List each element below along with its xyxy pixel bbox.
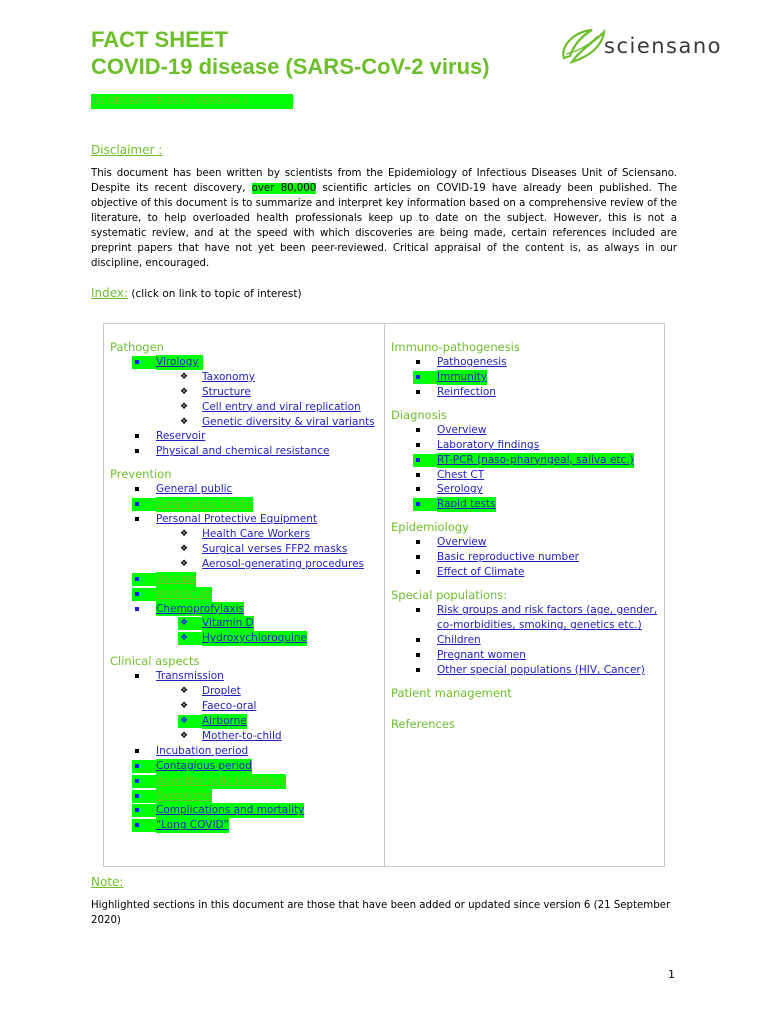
index-table-divider [384,323,385,867]
link-pregnant-women[interactable]: Pregnant women [391,648,661,663]
logo-wordmark: sciensano [604,34,723,58]
heading-immuno-pathogenesis[interactable]: Immuno-pathogenesis [391,340,520,354]
link-droplet[interactable]: ❖ Droplet [180,685,241,698]
link-epi-overview[interactable]: Overview [391,535,661,550]
link-structure[interactable]: ❖ Structure [180,385,251,398]
disclaimer-highlight: over 80,000 [251,183,317,194]
heading-prevention[interactable]: Prevention [110,467,172,482]
link-effect-of-climate[interactable]: Effect of Climate [391,565,661,580]
heading-clinical-aspects[interactable]: Clinical aspects [110,654,200,669]
link-virology[interactable]: Virology [110,355,380,370]
link-hydroxychloroquine[interactable]: ❖ Hydroxychloroquine [180,632,308,645]
link-vaccine[interactable]: Vaccine [110,572,380,587]
link-basic-reproductive-number[interactable]: Basic reproductive number [391,550,661,565]
disclaimer-text-part1: This document has been written by scientists from the Epidemiology of Infectious Diseases Unit of Sciensano. Despite its recent discovery, [91,168,677,194]
index-line [91,286,302,300]
link-chest-ct[interactable]: Chest CT [391,468,661,483]
link-rt-pcr[interactable]: RT-PCR (naso-pharyngeal, saliva etc.) [391,453,661,468]
disclaimer-heading: Disclaimer : [91,143,163,157]
index-right-column [391,340,661,732]
disclaimer-text [91,166,677,271]
link-ppe[interactable]: Personal Protective Equipment [110,512,380,527]
link-laboratory-findings[interactable]: Laboratory findings [391,438,661,453]
link-vitamin-d[interactable]: ❖ Vitamin D [180,617,254,630]
fact-sheet-title: FACT SHEET [91,27,228,52]
link-long-covid[interactable]: “Long COVID” [110,818,380,833]
link-children[interactable]: Children [391,633,661,648]
heading-patient-management[interactable]: Patient management [391,685,512,700]
page-number: 1 [668,968,675,981]
index-label: Index: [91,286,129,300]
link-rapid-tests[interactable]: Rapid tests [391,497,661,512]
heading-references[interactable]: References [391,717,455,732]
link-taxonomy[interactable]: ❖ Taxonomy [180,370,255,383]
date-version-badge: 22 DECEMBER 2020, VERSION 7 [91,94,293,109]
heading-diagnosis[interactable]: Diagnosis [391,407,447,422]
note-heading: Note: [91,875,124,889]
link-pathogenesis[interactable]: Pathogenesis [391,355,661,370]
disclaimer-text-part2: scientific articles on COVID-19 have already been published. The objective of this document is to summarize and interpret key information based on a comprehensive review of the literature, to help overloaded health professionals keep up to date on the subject. However, this is not a systematic review, and at the speed with which discoveries are being made, certain references included are preprint papers that have not yet been peer-reviewed. Critical appraisal of the content is, as always in our discipline, encouraged. [91,183,677,269]
link-contagious-period[interactable]: Contagious period [110,759,380,774]
link-genetic-diversity[interactable]: ❖ Genetic diversity & viral variants [180,415,375,428]
link-diagnosis-overview[interactable]: Overview [391,423,661,438]
link-general-public[interactable]: General public [110,482,380,497]
link-complications-mortality[interactable]: Complications and mortality [110,803,380,818]
link-risk-groups-cont[interactable]: co-morbidities, smoking, genetics etc.) [437,619,642,632]
link-asymptomatic-infections[interactable]: Asymptomatic infections [110,774,380,789]
link-ventilation[interactable]: Ventilation [110,587,380,602]
link-faeco-oral[interactable]: ❖ Faeco-oral [180,700,257,713]
index-left-column [110,340,380,833]
sciensano-logo [558,24,738,68]
link-reservoir[interactable]: Reservoir [110,429,380,444]
link-surgical-ffp2[interactable]: ❖ Surgical verses FFP2 masks [180,542,348,555]
link-cell-entry[interactable]: ❖ Cell entry and viral replication [180,400,361,413]
sciensano-leaf-icon [558,24,608,68]
link-risk-groups[interactable]: Risk groups and risk factors (age, gender, [391,603,661,618]
link-serology[interactable]: Serology [391,482,661,497]
link-health-care-workers[interactable]: ❖ Health Care Workers [180,528,310,541]
heading-pathogen[interactable]: Pathogen [110,340,164,354]
link-symptoms[interactable]: Symptoms [110,789,380,804]
link-mother-to-child[interactable]: ❖ Mother-to-child [180,729,282,742]
heading-epidemiology[interactable]: Epidemiology [391,520,469,535]
link-immunity[interactable]: Immunity [391,370,661,385]
link-transmission[interactable]: Transmission [110,669,380,684]
note-text: Highlighted sections in this document are those that have been added or updated since version 6 (21 September 2020) [91,900,671,926]
link-chemoprofylaxis[interactable]: Chemoprofylaxis [110,602,380,617]
link-community-masks[interactable]: Community Masks [110,497,380,512]
link-airborne[interactable]: ❖ Airborne [180,715,247,728]
link-reinfection[interactable]: Reinfection [391,385,661,400]
link-other-special-populations[interactable]: Other special populations (HIV, Cancer) [391,663,661,678]
heading-special-populations[interactable]: Special populations: [391,588,508,603]
link-incubation-period[interactable]: Incubation period [110,744,380,759]
link-physical-chemical-resistance[interactable]: Physical and chemical resistance [110,444,380,459]
link-aerosol-procedures[interactable]: ❖ Aerosol-generating procedures [180,557,364,570]
document-title: COVID-19 disease (SARS-CoV-2 virus) [91,54,490,79]
index-hint: (click on link to topic of interest) [131,288,302,300]
